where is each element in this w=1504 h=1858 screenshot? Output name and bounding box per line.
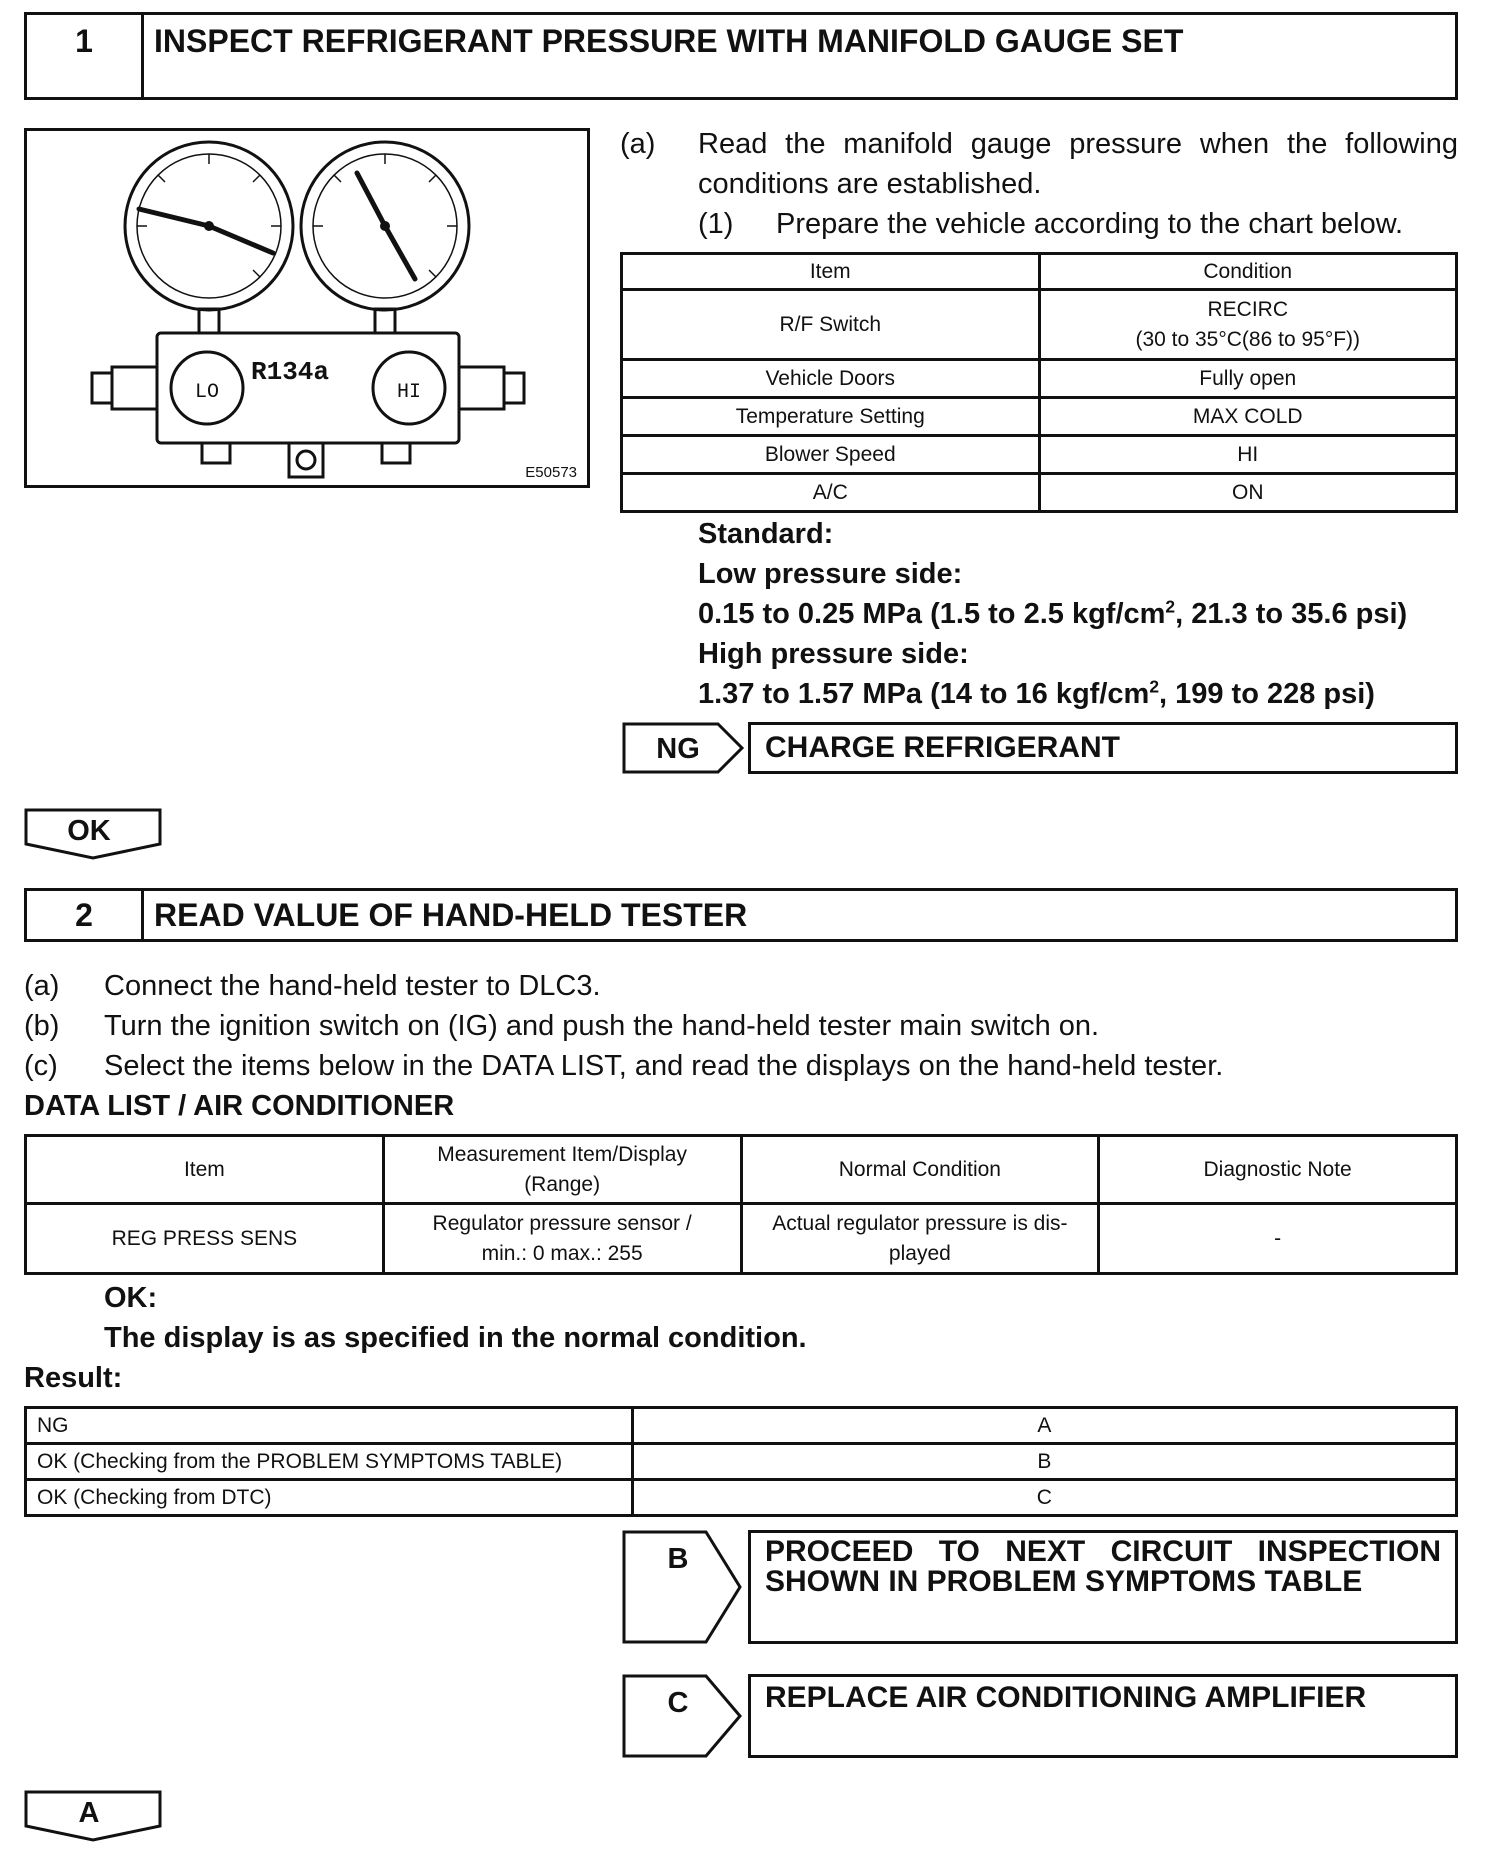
step2-item-b-marker: (b)	[24, 1010, 60, 1042]
c-chip	[622, 1674, 746, 1758]
ng-chip	[622, 722, 746, 774]
para-1-text: Prepare the vehicle according to the chart below.	[776, 208, 1404, 240]
cell-normal-line2: played	[888, 1241, 951, 1265]
manifold-gauge-illustration	[27, 131, 587, 485]
result-condition: NG	[26, 1408, 633, 1444]
col-measurement	[383, 1136, 741, 1204]
manifold-gauge-figure	[24, 128, 590, 488]
high-side-value-sup: 2	[1149, 676, 1159, 697]
col-item: Item	[622, 254, 1040, 290]
result-label: Result:	[24, 1362, 123, 1394]
high-side-value-a: 1.37 to 1.57 MPa (14 to 16 kgf/cm	[698, 678, 1150, 710]
a-chip-label: A	[78, 1797, 100, 1829]
cell-condition: Fully open	[1039, 360, 1457, 398]
step-number: 2	[27, 891, 144, 939]
col-condition: Condition	[1039, 254, 1457, 290]
cell-item: Vehicle Doors	[622, 360, 1040, 398]
cell-normal-condition	[741, 1204, 1099, 1274]
step2-item-b-text: Turn the ignition switch on (IG) and push the hand-held tester main switch on.	[104, 1010, 1100, 1042]
cell-item: Blower Speed	[622, 436, 1040, 474]
result-table	[24, 1406, 1458, 1517]
table-row	[622, 436, 1457, 474]
condition-table-header	[622, 254, 1457, 290]
para-a-line1: Read the manifold gauge pressure when the following	[698, 128, 1458, 160]
low-gauge-label: LO	[194, 381, 220, 404]
refrigerant-label: R134a	[251, 357, 330, 387]
low-side-value-b: , 21.3 to 35.6 psi)	[1175, 598, 1408, 630]
col-normal-condition: Normal Condition	[741, 1136, 1099, 1204]
cell-condition: ON	[1039, 474, 1457, 512]
high-gauge-label: HI	[396, 381, 422, 404]
condition-table	[620, 252, 1458, 513]
step2-item-a-text: Connect the hand-held tester to DLC3.	[104, 970, 601, 1002]
cell-item: R/F Switch	[622, 290, 1040, 360]
cell-condition: MAX COLD	[1039, 398, 1457, 436]
high-side-value-b: , 199 to 228 psi)	[1158, 678, 1375, 710]
table-row	[622, 360, 1457, 398]
table-row	[26, 1480, 1457, 1516]
cell-item: Temperature Setting	[622, 398, 1040, 436]
b-chip-label: B	[667, 1543, 689, 1575]
col-measurement-line2: (Range)	[524, 1172, 601, 1196]
high-side-value	[698, 674, 1375, 714]
cell-measurement-line2: min.: 0 max.: 255	[481, 1241, 643, 1265]
c-chip-label: C	[667, 1687, 689, 1719]
step-2-header	[24, 888, 1458, 942]
high-side-label: High pressure side:	[698, 638, 969, 670]
cell-normal-line1: Actual regulator pressure is dis-	[772, 1211, 1068, 1235]
cell-condition	[1039, 290, 1457, 360]
col-diagnostic-note: Diagnostic Note	[1099, 1136, 1457, 1204]
table-row	[26, 1204, 1457, 1274]
step-number: 1	[27, 15, 144, 97]
cell-item: A/C	[622, 474, 1040, 512]
table-row	[622, 474, 1457, 512]
data-table-header	[26, 1136, 1457, 1204]
ok-spec-text: The display is as specified in the normal condition.	[104, 1322, 807, 1354]
low-side-value-sup: 2	[1165, 596, 1176, 617]
step-1-header	[24, 12, 1458, 100]
para-1-marker: (1)	[698, 208, 734, 240]
para-a-marker: (a)	[620, 128, 656, 160]
result-condition: OK (Checking from the PROBLEM SYMPTOMS TABLE)	[26, 1444, 633, 1480]
para-a-line2: conditions are established.	[698, 168, 1042, 200]
b-chip	[622, 1530, 746, 1644]
table-row	[26, 1408, 1457, 1444]
data-list-table	[24, 1134, 1458, 1275]
result-code: A	[632, 1408, 1456, 1444]
col-measurement-line1: Measurement Item/Display	[437, 1142, 687, 1166]
cell-measurement-line1: Regulator pressure sensor /	[432, 1211, 692, 1235]
step2-item-c-marker: (c)	[24, 1050, 58, 1082]
table-row	[26, 1444, 1457, 1480]
b-action-line2: SHOWN IN PROBLEM SYMPTOMS TABLE	[765, 1565, 1363, 1598]
result-condition: OK (Checking from DTC)	[26, 1480, 633, 1516]
cell-item: REG PRESS SENS	[26, 1204, 384, 1274]
ok-chip	[24, 808, 162, 860]
table-row	[622, 398, 1457, 436]
ng-chip-label: NG	[656, 733, 700, 765]
cell-condition: HI	[1039, 436, 1457, 474]
table-row	[622, 290, 1457, 360]
data-list-title: DATA LIST / AIR CONDITIONER	[24, 1090, 455, 1122]
c-action-box: REPLACE AIR CONDITIONING AMPLIFIER	[748, 1674, 1458, 1758]
cell-condition-line1: RECIRC	[1207, 297, 1288, 321]
col-item: Item	[26, 1136, 384, 1204]
b-action-line1: PROCEED TO NEXT CIRCUIT INSPECTION	[765, 1535, 1441, 1568]
ok-spec-label: OK:	[104, 1282, 158, 1314]
standard-label: Standard:	[698, 518, 834, 550]
a-chip	[24, 1790, 162, 1842]
cell-condition-line2: (30 to 35°C(86 to 95°F))	[1135, 327, 1361, 351]
ng-action-box: CHARGE REFRIGERANT	[748, 722, 1458, 774]
step2-item-a-marker: (a)	[24, 970, 60, 1002]
result-code: B	[632, 1444, 1456, 1480]
cell-diagnostic-note: -	[1099, 1204, 1457, 1274]
low-side-value-a: 0.15 to 0.25 MPa (1.5 to 2.5 kgf/cm	[698, 598, 1166, 630]
result-code: C	[632, 1480, 1456, 1516]
step-title: INSPECT REFRIGERANT PRESSURE WITH MANIFOLD GAUGE SET	[154, 23, 1184, 59]
step2-item-c-text: Select the items below in the DATA LIST, and read the displays on the hand-held tester.	[104, 1050, 1224, 1082]
low-side-value	[698, 594, 1407, 634]
figure-id: E50573	[525, 464, 577, 481]
step-title: READ VALUE OF HAND-HELD TESTER	[154, 897, 748, 933]
ok-chip-label: OK	[67, 815, 111, 847]
cell-measurement	[383, 1204, 741, 1274]
low-side-label: Low pressure side:	[698, 558, 963, 590]
b-action-box	[748, 1530, 1458, 1644]
